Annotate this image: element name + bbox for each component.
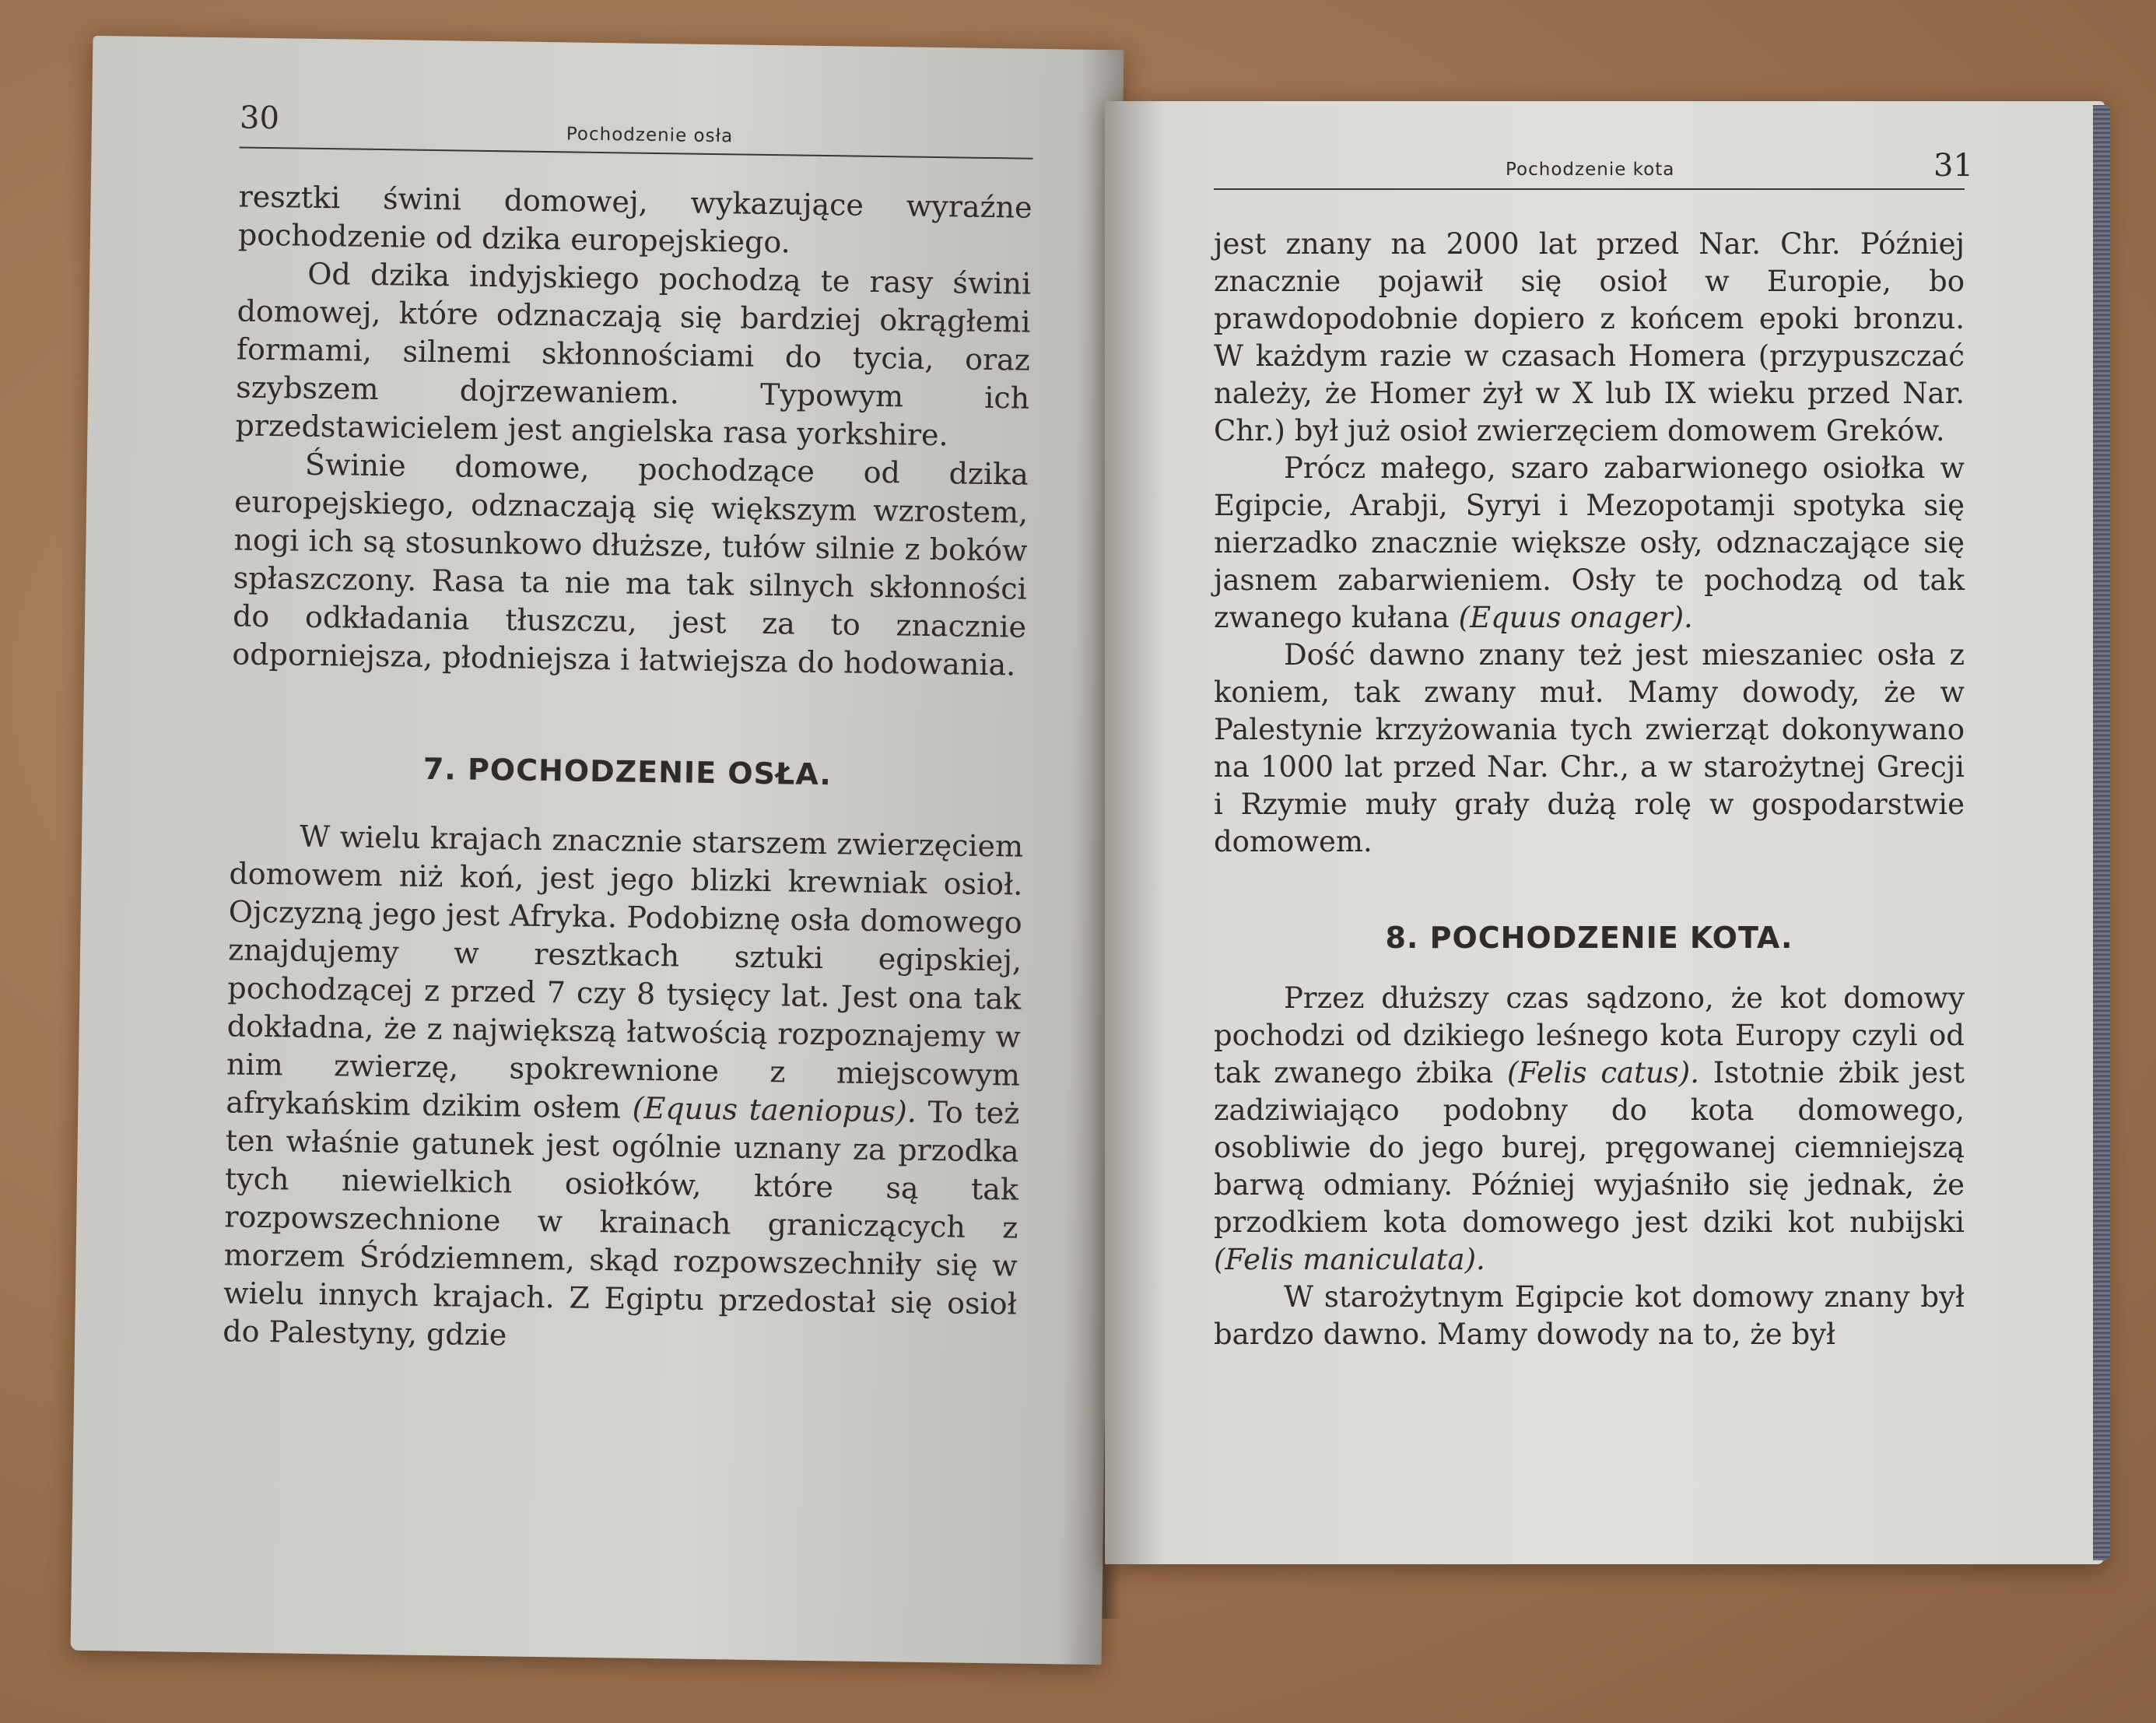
right-paragraph-3: Dość dawno znany też jest mieszaniec osła z koniem, tak zwany muł. Mamy dowody, że w Palestynie krzyżowania tych zwierząt dokonywano na 1000 lat przed Nar. Chr., a w starożytnej Grecji i Rzymie muły grały dużą rolę w gospodarstwie domowem.: [1214, 638, 1965, 858]
left-page-header: [93, 36, 1124, 147]
right-section-text-a: Przez dłuższy czas sądzono, że kot domowy pochodzi od dzikiego leśnego kota Europy czyli od tak zwanego żbika: [1214, 981, 1965, 1090]
left-paragraph-1: resztki świni domowej, wykazujące wyraźne pochodzenie od dzika europejskiego.: [237, 179, 1032, 260]
left-section-heading: 7. POCHODZENIE OSŁA.: [422, 751, 833, 792]
left-header-rule: [240, 146, 1033, 159]
left-section-latin-name: (Equus taeniopus).: [632, 1090, 917, 1129]
right-section-paragraph-1: [1214, 980, 1965, 1279]
right-header-rule: [1214, 188, 1965, 190]
right-paragraph-2-latin: (Equus onager).: [1458, 601, 1693, 634]
right-section-latin-1: (Felis catus).: [1506, 1056, 1699, 1090]
left-section-paragraph: [223, 816, 1023, 1361]
right-section-paragraph-2: W starożytnym Egipcie kot domowy znany był bardzo dawno. Mamy dowody na to, że był: [1214, 1280, 1965, 1351]
left-section-text-b: To też ten właśnie gatunek jest ogólnie uznany za przodka tych niewielkich osiołków, które są tak rozpowszechnione w krainach graniczących z morzem Śródziemnem, skąd rozpowszechniły się w wielu innych krajach. Z Egiptu przedostał się osioł do Palestyny, gdzie: [223, 1094, 1020, 1353]
right-section-latin-2: (Felis maniculata).: [1214, 1243, 1485, 1276]
left-page-body: [223, 177, 1032, 1361]
right-page-body: [1214, 226, 1965, 1353]
left-page-number: 30: [239, 100, 280, 137]
left-page: [71, 36, 1124, 1665]
left-paragraph-2: Od dzika indyjskiego pochodzą te rasy świni domowej, które odznaczają się bardziej okrągłemi formami, silnemi skłonnościami do tycia, oraz szybszem dojrzewaniem. Typowym ich przedstawicielem jest angielska rasa yorkshire.: [235, 256, 1032, 453]
right-section-heading: 8. POCHODZENIE KOTA.: [1385, 921, 1793, 955]
right-section-text-b: Istotnie żbik jest zadziwiająco podobny do kota domowego, osobliwie do jego burej, pręgowanej ciemniejszą barwą odmiany. Później wyjaśniło się jednak, że przodkiem kota domowego jest dziki kot nubijski: [1214, 1056, 1965, 1239]
right-paragraph-2: [1214, 450, 1965, 637]
book-cover-edge: [2093, 105, 2110, 1560]
right-running-head: Pochodzenie kota: [1506, 160, 1675, 180]
right-paragraph-1: jest znany na 2000 lat przed Nar. Chr. Później znacznie pojawił się osioł w Europie, bo prawdopodobnie dopiero z końcem epoki bronzu. W każdym razie w czasach Homera (przypuszczać należy, że Homer żył w X lub IX wieku przed Nar. Chr.) był już osioł zwierzęciem domowem Greków.: [1214, 227, 1965, 447]
right-paragraph-2-text: Prócz małego, szaro zabarwionego osiołka w Egipcie, Arabji, Syryi i Mezopotamji spotyka się nierzadko znacznie większe osły, odznaczające się jasnem zabarwieniem. Osły te pochodzą od tak zwanego kułana: [1214, 451, 1965, 634]
right-page-number: 31: [1933, 148, 1973, 184]
right-page: [1105, 101, 2105, 1564]
left-running-head: Pochodzenie osła: [566, 124, 734, 147]
left-paragraph-3: Świnie domowe, pochodzące od dzika europejskiego, odznaczają się większym wzrostem, nogi ich są stosunkowo dłuższe, tułów silnie z boków spłaszczony. Rasa ta nie ma tak silnych skłonności do odkładania tłuszczu, jest za to znacznie odporniejsza, płodniejsza i łatwiejsza do hodowania.: [232, 447, 1029, 683]
right-page-header: [1105, 101, 2105, 184]
left-section-text-a: W wielu krajach znacznie starszem zwierzęciem domowem niż koń, jest jego blizki krewniak osioł. Ojczyzną jego jest Afryka. Podobiznę osła domowego znajdujemy w resztkach sztuki egipskiej, pochodzącej z przed 7 czy 8 tysięcy lat. Jest ona tak dokładna, że z największą łatwością rozpoznajemy w nim zwierzę, spokrewnione z miejscowym afrykańskim dzikim osłem: [226, 819, 1024, 1125]
